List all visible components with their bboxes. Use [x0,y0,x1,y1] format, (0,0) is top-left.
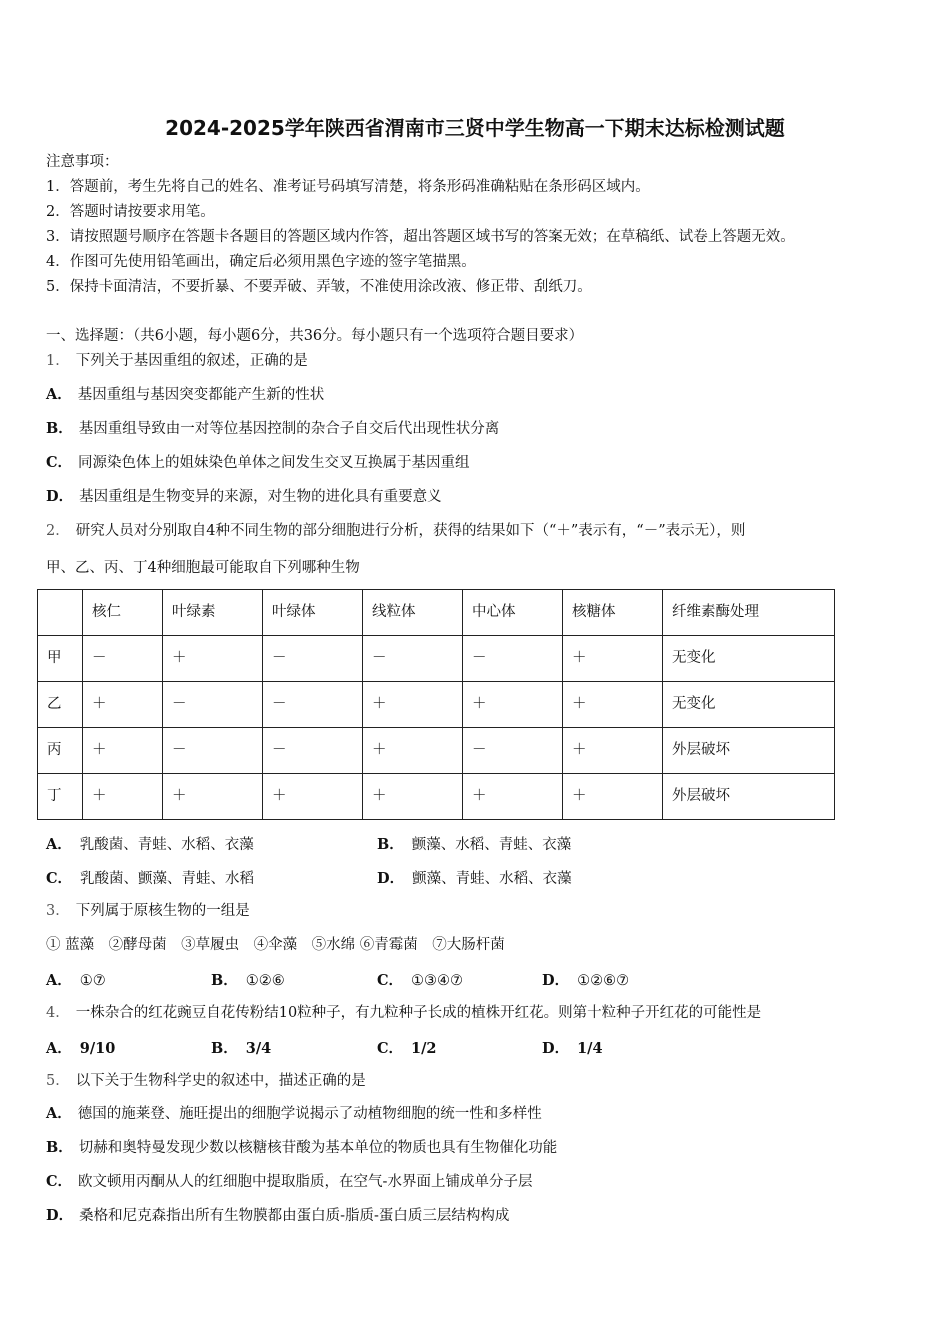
question-1-option-d: D． 基因重组是生物变异的来源，对生物的进化具有重要意义 [46,488,442,505]
question-5-option-a: A． 德国的施莱登、施旺提出的细胞学说揭示了动植物细胞的统一性和多样性 [46,1105,542,1122]
table-header-cell: 叶绿素 [163,590,263,636]
table-cell: － [363,636,463,682]
table-row [38,728,835,774]
table-row [38,682,835,728]
question-number: 3． [46,903,70,919]
question-1-stem [46,351,308,371]
question-text: 以下关于生物科学史的叙述中，描述正确的是 [75,1073,366,1089]
question-2-option-c: C． 乳酸菌、颤藻、青蛙、水稻 [46,870,255,887]
question-4-option-a: A． 9/10 [46,1040,116,1057]
question-5-option-b: B． 切赫和奥特曼发现少数以核糖核苷酸为基本单位的物质也具有生物催化功能 [46,1139,558,1156]
question-5-option-d: D． 桑格和尼克森指出所有生物膜都由蛋白质-脂质-蛋白质三层结构构成 [46,1207,510,1224]
question-number: 5． [46,1073,70,1089]
table-row [38,636,835,682]
table-header-cell [38,590,83,636]
question-4-stem [46,1003,761,1023]
table-cell: ＋ [263,774,363,820]
question-2-option-b: B． 颤藻、水稻、青蛙、衣藻 [377,836,572,853]
table-cell: ＋ [83,682,163,728]
question-2-option-d: D． 颤藻、青蛙、水稻、衣藻 [377,870,572,887]
question-1-option-a: A． 基因重组与基因突变都能产生新的性状 [46,386,325,403]
table-cell: 外层破坏 [663,774,835,820]
question-2-option-a: A． 乳酸菌、青蛙、水稻、衣藻 [46,836,254,853]
question-text: 下列关于基因重组的叙述，正确的是 [75,353,308,369]
table-cell: － [263,636,363,682]
table-cell: ＋ [463,774,563,820]
question-3-option-b: B． ①②⑥ [211,972,285,989]
table-header-cell: 中心体 [463,590,563,636]
question-1-option-b: B． 基因重组导致由一对等位基因控制的杂合子自交后代出现性状分离 [46,420,500,437]
table-cell: ＋ [563,728,663,774]
table-header-cell: 核糖体 [563,590,663,636]
exam-title: 2024-2025学年陕西省渭南市三贤中学生物高一下期末达标检测试题 [165,116,785,140]
table-header-cell: 纤维素酶处理 [663,590,835,636]
table-cell: － [263,728,363,774]
question-text: 下列属于原核生物的一组是 [75,903,250,919]
section-heading: 一、选择题：（共6小题，每小题6分，共36分。每小题只有一个选项符合题目要求） [46,328,584,344]
question-3-items: ① 蓝藻 ②酵母菌 ③草履虫 ④伞藻 ⑤水绵 ⑥青霉菌 ⑦大肠杆菌 [46,937,505,953]
table-header-cell: 叶绿体 [263,590,363,636]
cell-analysis-table [37,589,835,820]
notice-item: 3．请按照题号顺序在答题卡各题目的答题区域内作答，超出答题区域书写的答案无效；在草稿纸、试卷上答题无效。 [46,229,795,245]
notice-item: 5．保持卡面清洁，不要折暴、不要弄破、弄皱，不准使用涂改液、修正带、刮纸刀。 [46,279,592,295]
table-cell: ＋ [363,682,463,728]
table-cell: ＋ [163,636,263,682]
question-2-stem-line2: 甲、乙、丙、丁4种细胞最可能取自下列哪种生物 [46,560,360,576]
table-cell: － [83,636,163,682]
question-text: 研究人员对分别取自4种不同生物的部分细胞进行分析，获得的结果如下（“＋”表示有，“－”表示无），则 [75,523,746,539]
question-1-option-c: C． 同源染色体上的姐妹染色单体之间发生交叉互换属于基因重组 [46,454,470,471]
question-3-option-d: D． ①②⑥⑦ [542,972,630,989]
question-4-option-d: D． 1/4 [542,1040,603,1057]
table-header-cell: 线粒体 [363,590,463,636]
question-4-option-b: B． 3/4 [211,1040,272,1057]
table-cell: 乙 [38,682,83,728]
table-cell: ＋ [83,728,163,774]
question-text: 一株杂合的红花豌豆自花传粉结10粒种子，有九粒种子长成的植株开红花。则第十粒种子开红花的可能性是 [75,1005,762,1021]
table-cell: ＋ [363,774,463,820]
table-header-cell: 核仁 [83,590,163,636]
question-5-stem [46,1071,366,1091]
table-cell: ＋ [83,774,163,820]
table-cell: 甲 [38,636,83,682]
notice-item: 2．答题时请按要求用笔。 [46,204,215,220]
notice-heading: 注意事项： [46,154,119,170]
table-cell: ＋ [563,774,663,820]
table-header-row [38,590,835,636]
question-number: 2． [46,523,70,539]
question-5-option-c: C． 欧文顿用丙酮从人的红细胞中提取脂质，在空气-水界面上铺成单分子层 [46,1173,533,1190]
table-cell: ＋ [563,636,663,682]
question-3-stem [46,901,250,921]
table-cell: 无变化 [663,682,835,728]
question-4-option-c: C． 1/2 [377,1040,437,1057]
table-cell: 外层破坏 [663,728,835,774]
table-cell: － [163,728,263,774]
table-cell: 丙 [38,728,83,774]
question-3-option-a: A． ①⑦ [46,972,106,989]
question-3-option-c: C． ①③④⑦ [377,972,464,989]
question-number: 4． [46,1005,70,1021]
table-cell: － [163,682,263,728]
notice-item: 4．作图可先使用铅笔画出，确定后必须用黑色字迹的签字笔描黑。 [46,254,476,270]
table-cell: ＋ [563,682,663,728]
table-row [38,774,835,820]
table-cell: ＋ [463,682,563,728]
table-cell: 无变化 [663,636,835,682]
table-cell: － [463,636,563,682]
table-cell: ＋ [363,728,463,774]
notice-item: 1．答题前，考生先将自己的姓名、准考证号码填写清楚，将条形码准确粘贴在条形码区域内。 [46,179,650,195]
table-cell: 丁 [38,774,83,820]
table-cell: － [463,728,563,774]
table-cell: ＋ [163,774,263,820]
table-cell: － [263,682,363,728]
question-2-stem [46,521,745,541]
question-number: 1． [46,353,70,369]
